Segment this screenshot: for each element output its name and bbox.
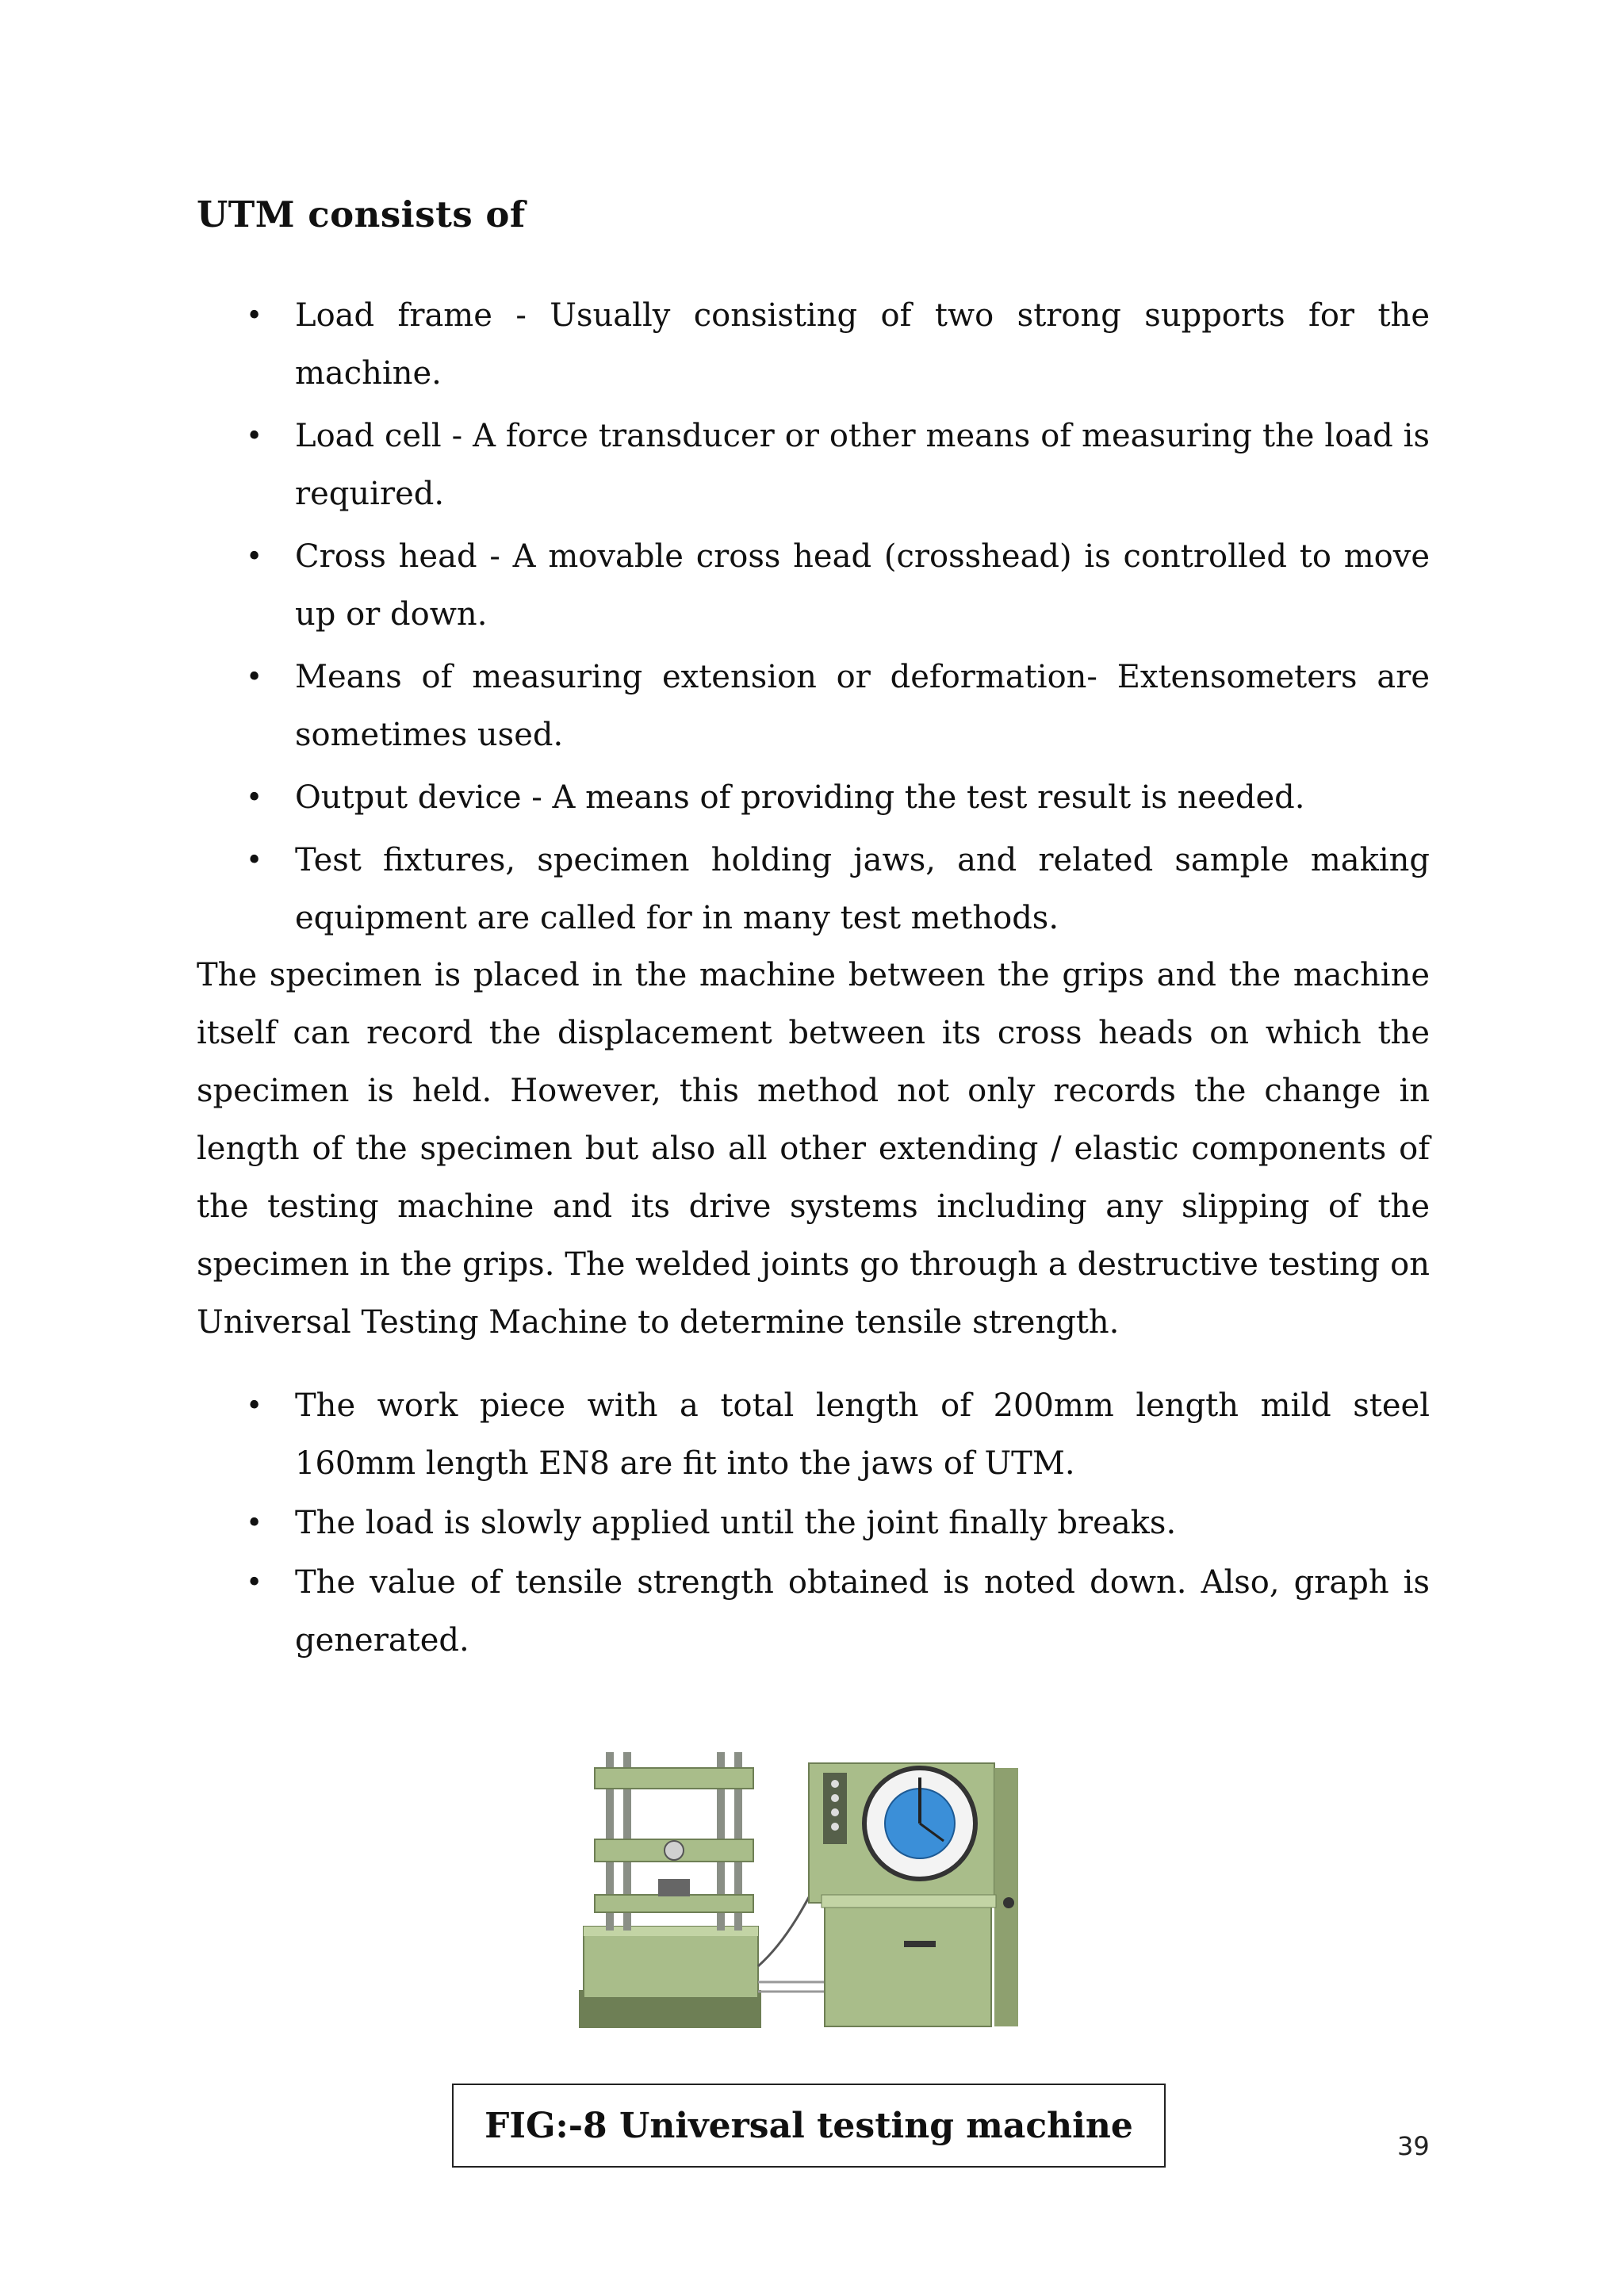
- procedure-list: [197, 1377, 1430, 1671]
- components-list: [197, 287, 1430, 952]
- section-heading: UTM consists of: [197, 193, 526, 235]
- list-item: • Test fixtures, specimen holding jaws, and related sample making equipment are called for in many test methods.: [197, 832, 1430, 947]
- list-item: • Output device - A means of providing the test result is needed.: [197, 769, 1430, 827]
- list-item: • The work piece with a total length of 200mm length mild steel 160mm length EN8 are fit into the jaws of UTM.: [197, 1377, 1430, 1493]
- list-item: • Cross head - A movable cross head (crosshead) is controlled to move up or down.: [197, 528, 1430, 644]
- list-item: • Load frame - Usually consisting of two strong supports for the machine.: [197, 287, 1430, 403]
- figure-caption-text: FIG:-8 Universal testing machine: [485, 2105, 1133, 2146]
- list-item: • The value of tensile strength obtained is noted down. Also, graph is generated.: [197, 1554, 1430, 1670]
- list-item: • The load is slowly applied until the joint finally breaks.: [197, 1494, 1430, 1552]
- utm-machine-illustration: [571, 1744, 1047, 2030]
- page-number: 39: [1397, 2131, 1430, 2161]
- list-item: • Means of measuring extension or deformation- Extensometers are sometimes used.: [197, 649, 1430, 764]
- body-paragraph: The specimen is placed in the machine between the grips and the machine itself can record the displacement between its cross heads on which the specimen is held. However, this method not only records the change in length of the specimen but also all other extending / elastic components of the testing machine and its drive systems including any slipping of the specimen in the grips. The welded joints go through a destructive testing on Universal Testing Machine to determine tensile strength.: [197, 957, 1430, 1341]
- figure-caption: [452, 2084, 1166, 2168]
- list-item: • Load cell - A force transducer or other means of measuring the load is required.: [197, 408, 1430, 523]
